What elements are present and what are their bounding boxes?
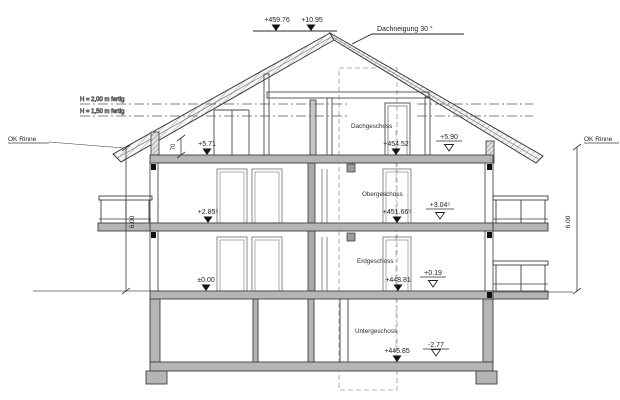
elevation-fin: -2.77 <box>428 342 444 349</box>
attic-post-center <box>327 98 332 155</box>
elevation-marker-filled <box>204 217 213 224</box>
elevation-marker-filled <box>392 149 401 156</box>
footing-left <box>146 371 167 384</box>
right-gutter-dimension <box>565 136 619 294</box>
elevation-rel: ±0.00 <box>197 277 215 284</box>
ug-wall-left <box>150 299 160 362</box>
elevation-marker-open <box>436 213 445 220</box>
balcony-slab-left <box>98 223 150 231</box>
elevation-marker-open <box>445 145 454 152</box>
balconies <box>98 196 548 299</box>
ridge-markers <box>253 17 337 31</box>
central-wall-dg <box>310 100 316 155</box>
ug-wall-right <box>483 299 493 362</box>
elevation-fin: +0.19 <box>424 270 442 277</box>
floor-name: Erdgeschoss <box>357 258 394 265</box>
building-walls <box>150 100 493 291</box>
railing-left-top <box>99 196 152 200</box>
elevation-marker-open <box>429 281 438 288</box>
ridge-marker-triangle-abs <box>272 25 281 32</box>
ridge-elevation-absolute: +459.76 <box>264 17 290 24</box>
ridge-marker-triangle-rel <box>307 25 316 32</box>
elevation-marker-filled <box>393 356 402 363</box>
gutter-right-label: OK Rinne <box>584 136 613 143</box>
elevation-marker-open <box>432 350 441 357</box>
railing-right-eg-top <box>493 261 548 265</box>
central-wall-og <box>308 163 315 223</box>
ridge-elevation-relative: +10.95 <box>301 17 323 24</box>
dimension-knee-wall: 70 <box>171 143 177 151</box>
ug-wall-interior-2 <box>308 299 314 362</box>
floor-name: Obergeschoss <box>362 191 403 198</box>
attic-post-left <box>264 74 269 155</box>
roof-pitch <box>352 25 464 44</box>
slab-erdgeschoss <box>150 291 493 299</box>
central-wall-eg <box>308 231 315 291</box>
elevation-abs: +445.85 <box>384 348 410 355</box>
knee-wall-left <box>151 132 159 155</box>
elevation-abs: +451.66⁵ <box>382 209 412 216</box>
elevation-fin: +3.04⁵ <box>429 202 451 209</box>
floor-erdgeschoss-markers <box>197 258 446 291</box>
collar-beam <box>267 92 429 98</box>
height-line-200-label: H = 2,00 m fertig <box>80 97 125 103</box>
attic-structure <box>151 74 494 163</box>
footing-right <box>476 371 497 384</box>
elevation-marker-filled <box>394 285 403 292</box>
ug-wall-interior-1 <box>253 299 258 362</box>
floor-name: Dachgeschoss <box>351 123 393 130</box>
left-gutter-dimension <box>8 136 136 294</box>
slab-obergeschoss <box>150 223 493 231</box>
elevation-rel: +5.71 <box>198 141 216 148</box>
dimension-right-total: 6.00 <box>565 215 572 229</box>
elevation-fin: +5.90 <box>440 134 458 141</box>
gutter-left-label: OK Rinne <box>8 136 37 143</box>
floor-name: Untergeschoss <box>355 328 397 335</box>
dimension-left-total: 6.00 <box>129 215 136 229</box>
elevation-marker-filled <box>393 217 402 224</box>
elevation-abs: +454.52 <box>383 141 409 148</box>
elevation-abs: +448.81 <box>385 277 411 284</box>
ug-wall-interior-3 <box>340 299 348 362</box>
balcony-slab-right-og <box>493 223 548 231</box>
floor-obergeschoss-markers <box>198 191 454 223</box>
elevation-rel: +2.85⁵ <box>197 209 219 216</box>
floor-dachgeschoss-markers <box>198 123 462 155</box>
elevation-marker-filled <box>203 149 212 156</box>
rafter-line-left <box>117 37 332 159</box>
height-line-150-label: H = 1,50 m fertig <box>80 109 125 115</box>
ug-floor-slab <box>150 362 493 371</box>
railing-right-og-top <box>493 196 548 200</box>
floor-untergeschoss-markers <box>355 328 449 362</box>
basement <box>146 299 497 384</box>
slab-dachgeschoss <box>150 155 493 163</box>
roof-pitch-label: Dachneigung 30 ° <box>377 26 433 33</box>
elevation-marker-filled <box>202 285 211 292</box>
attic-post-right <box>425 97 430 155</box>
